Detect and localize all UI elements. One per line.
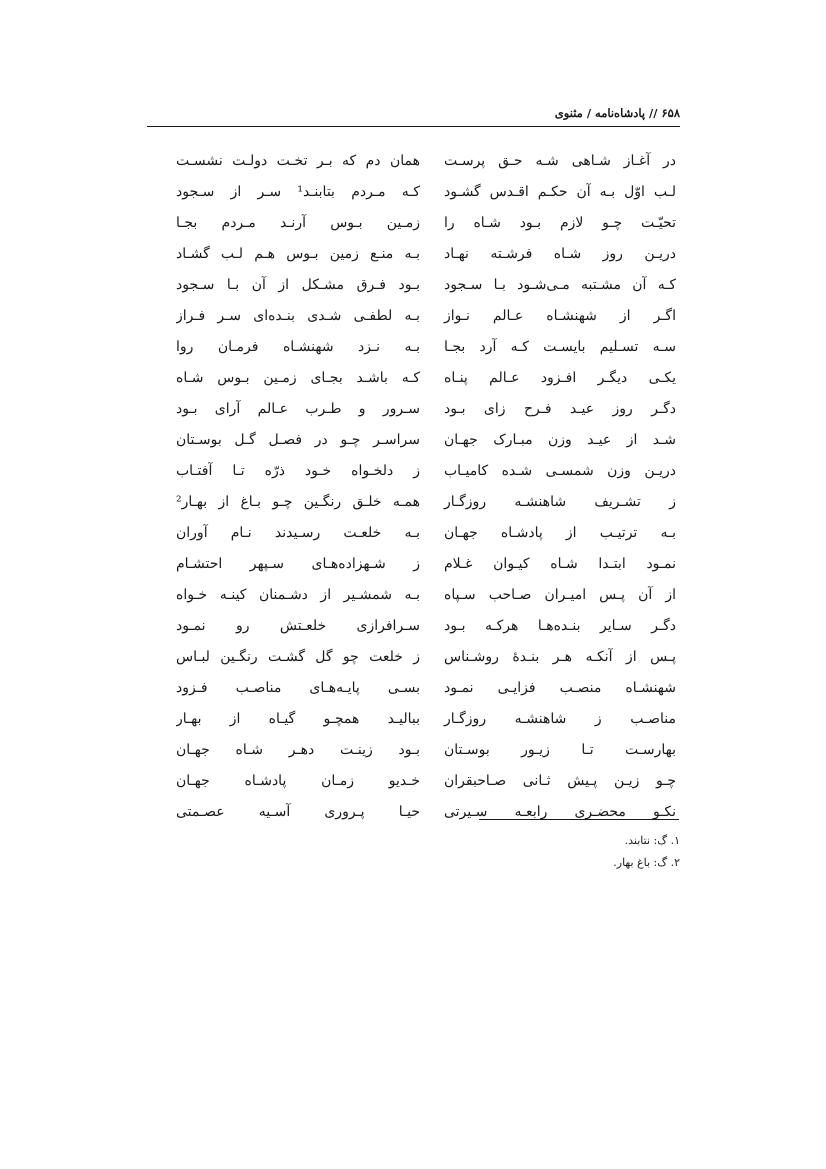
hemistich-second: همان دم که بـر تخـت دولـت نشسـت <box>176 153 420 169</box>
poem-body <box>176 146 676 828</box>
couplet <box>176 549 676 580</box>
hemistich-second: کـه باشـد بجـای زمـین بـوس شـاه <box>176 370 420 386</box>
hemistich-first: نمـود ابتـدا شـاه کیـوان غـلام <box>444 556 676 572</box>
hemistich-first: بـه ترتیـب از پادشـاه جهـان <box>444 525 676 541</box>
hemistich-first: از آن پـس امیـران صـاحب سـپاه <box>444 587 676 603</box>
couplet <box>176 735 676 766</box>
couplet <box>176 704 676 735</box>
hemistich-second: ز شـهزاده‌هـای سـپهر احتشـام <box>176 556 420 572</box>
couplet <box>176 177 676 208</box>
couplet <box>176 425 676 456</box>
hemistich-second: بـه لطفـی شـدی بنـده‌ای سـر فـراز <box>176 308 420 324</box>
hemistich-first: دگـر سـایر بنـده‌هـا هرکـه بـود <box>444 618 676 634</box>
hemistich-first: دریـن وزن شمسـی شـده کامیـاب <box>444 463 676 479</box>
hemistich-first: مناصـب ز شاهنشـه روزگـار <box>444 711 676 727</box>
hemistich-second: حیـا پـروری آسـیه عصـمتی <box>176 804 420 820</box>
hemistich-first: تحیّـت چـو لازم بـود شـاه را <box>444 215 676 231</box>
hemistich-second: کـه مـردم بتابنـد¹ سـر از سـجود <box>176 184 420 200</box>
hemistich-first: شهنشـاه منصـب فزایـی نمـود <box>444 680 676 696</box>
hemistich-second: ز خلعت چو گل گشـت رنگـین لبـاس <box>176 649 420 665</box>
hemistich-first: بهارسـت تـا زیـور بوسـتان <box>444 742 676 758</box>
hemistich-second: بـود زینـت دهـر شـاه جهـان <box>176 742 420 758</box>
footnote: ۲. گ: باغ بهار. <box>613 856 680 869</box>
couplet <box>176 797 676 828</box>
couplet <box>176 580 676 611</box>
hemistich-second: بـود فـرق مشـکل از آن بـا سـجود <box>176 277 420 293</box>
hemistich-first: کـه آن مشـتبه مـی‌شـود بـا سـجود <box>444 277 676 293</box>
couplet <box>176 518 676 549</box>
footnote-rule <box>479 819 679 820</box>
couplet <box>176 642 676 673</box>
hemistich-second: ز دلخـواه خـود ذرّه تـا آفتـاب <box>176 463 420 479</box>
header-rule <box>147 126 680 127</box>
hemistich-first: نکـو محضـری رابعـه سـیرتی <box>444 804 676 820</box>
hemistich-first: شـد از عیـد وزن مبـارک جهـان <box>444 432 676 448</box>
hemistich-first: سـه تسـلیم بایسـت کـه آرد بجـا <box>444 339 676 355</box>
hemistich-second: ببالیـد همچـو گیـاه از بهـار <box>176 711 420 727</box>
hemistich-first: یکـی دیگـر افـزود عـالم پنـاه <box>444 370 676 386</box>
hemistich-second: بـه شمشـیر از دشـمنان کینـه خـواه <box>176 587 420 603</box>
footnotes <box>613 830 680 874</box>
hemistich-first: دریـن روز شـاه فرشـته نهـاد <box>444 246 676 262</box>
couplet <box>176 146 676 177</box>
running-head: ۶۵۸ // پادشاه‌نامه / مثنوی <box>554 106 680 120</box>
couplet <box>176 301 676 332</box>
hemistich-second: خـدیو زمـان پادشـاه جهـان <box>176 773 420 789</box>
couplet <box>176 239 676 270</box>
hemistich-first: پـس از آنکـه هـر بنـدۀ روشـناس <box>444 649 676 665</box>
hemistich-second: همـه خلـق رنگـین چـو بـاغ از بهـار² <box>176 494 420 510</box>
couplet <box>176 487 676 518</box>
hemistich-second: زمـین بـوس آرنـد مـردم بجـا <box>176 215 420 231</box>
couplet <box>176 673 676 704</box>
hemistich-first: ز تشـریف شاهنشـه روزگـار <box>444 494 676 510</box>
hemistich-first: لـب اوّل بـه آن حکـم اقـدس گشـود <box>444 184 676 200</box>
couplet <box>176 363 676 394</box>
hemistich-second: سراسـر چـو در فصـل گـل بوسـتان <box>176 432 420 448</box>
hemistich-second: بـه خلعـت رسـیدند نـام آوران <box>176 525 420 541</box>
hemistich-first: چـو زیـن پـیش ثـانی صـاحبقران <box>444 773 676 789</box>
hemistich-first: اگـر از شهنشـاه عـالم نـواز <box>444 308 676 324</box>
hemistich-second: بسـی پایـه‌هـای مناصـب فـزود <box>176 680 420 696</box>
hemistich-second: سـرافرازی خلعـتش رو نمـود <box>176 618 420 634</box>
hemistich-second: بـه نـزد شهنشـاه فرمـان روا <box>176 339 420 355</box>
hemistich-second: بـه منـع زمین بـوس هـم لـب گشـاد <box>176 246 420 262</box>
couplet <box>176 456 676 487</box>
couplet <box>176 270 676 301</box>
couplet <box>176 332 676 363</box>
hemistich-second: سـرور و طـرب عـالم آرای بـود <box>176 401 420 417</box>
couplet <box>176 766 676 797</box>
couplet <box>176 394 676 425</box>
couplet <box>176 611 676 642</box>
hemistich-first: دگـر روز عیـد فـرح زای بـود <box>444 401 676 417</box>
couplet <box>176 208 676 239</box>
hemistich-first: در آغـاز شـاهی شـه حـق پرسـت <box>444 153 676 169</box>
footnote: ۱. گ: نتابند. <box>624 834 680 847</box>
